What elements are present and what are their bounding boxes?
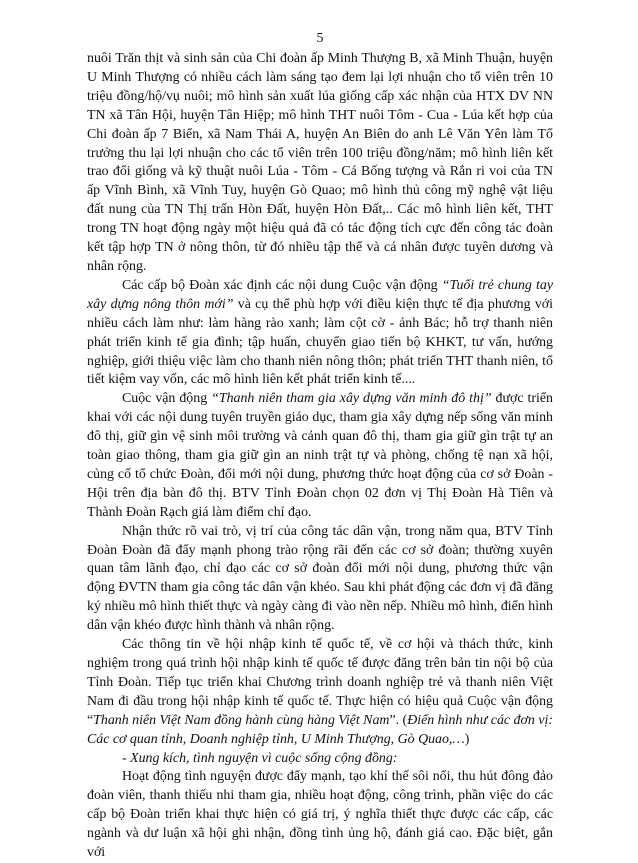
text-run: được triển khai với các nội dung tuyên truyền giáo dục, tham gia xây dựng nếp sống văn minh đô thị, giữ gìn vệ sinh môi trường và cảnh quan đô thị, tham gia giữ gìn trật tự an toàn giao thông, tham gia giữ gìn an ninh trật tự và phòng, chống tệ nạn xã hội, củng cố tổ chức Đoàn, đổi mới nội dung, phương thức hoạt động của cơ sở Đoàn - Hội trên địa bàn đô thị. BTV Tỉnh Đoàn chọn 02 đơn vị Thị Đoàn Hà Tiên và Thành Đoàn Rạch giá làm điểm chỉ đạo. xyxy=(87,391,553,520)
text-run: Các cấp bộ Đoàn xác định các nội dung Cuộc vận động xyxy=(122,277,442,293)
page-number: 5 xyxy=(316,31,324,46)
campaign-title: “Thanh niên tham gia xây dựng văn minh đô thị” xyxy=(211,391,492,407)
paragraph-mass-mobilization: Nhận thức rõ vai trò, vị trí của công tác dân vận, trong năm qua, BTV Tỉnh Đoàn Đoàn đã đẩy mạnh phong trào rộng rãi đến các cơ sở đoàn; thường xuyên quan tâm lãnh đạo, chỉ đạo các cơ sở đoàn đổi mới nội dung, phương thức vận động ĐVTN tham gia công tác dân vận khéo. Sau khi phát động các đơn vị đã đăng ký nhiều mô hình thiết thực và ngày càng đi vào nền nếp. Nhiều mô hình, điển hình dân vận khéo được hình thành và nhân rộng. xyxy=(87,523,553,634)
text-run: ”. ( xyxy=(389,712,408,728)
text-run: và cụ thể phù hợp với điều kiện thực tế địa phương với nhiều cách làm như: làm hàng rào xanh; làm cột cờ - ảnh Bác; hỗ trợ thanh niên phát triển kinh tế gia đình; tập huấn, chuyển giao tiến bộ KHKT, tư vấn, hướng nghiệp, giới thiệu việc làm cho thanh niên nông thôn; phát triển THT thanh niên, tổ tiết kiệm vay vốn, các mô hình liên kết phát triển kinh tế.... xyxy=(87,296,553,388)
paragraph-new-rural-campaign xyxy=(87,277,553,390)
paragraph-models: nuôi Trăn thịt và sinh sản của Chi đoàn ấp Minh Thượng B, xã Minh Thuận, huyện U Minh Thượng có nhiều cách làm sáng tạo đem lại lợi nhuận cho tổ viên trên 10 triệu đồng/hộ/vụ nuôi; mô hình sản xuất lúa giống cấp xác nhận của HTX DV NN TN xã Tân Hội, huyện Tân Hiệp; mô hình THT nuôi Tôm - Cua - Lúa kết hợp của Chi đoàn ấp 7 Biển, xã Nam Thái A, huyện An Biên do anh Lê Văn Yên làm Tổ trưởng thu lại lợi nhuận cho các tổ viên trên 100 triệu đồng/năm; mô hình liên kết trao đổi giống và kỹ thuật nuôi Lúa - Tôm - Cá Bống tượng và Rắn ri voi của TN ấp Vĩnh Bình, xã Vĩnh Tuy, huyện Gò Quao; mô hình thủ công mỹ nghệ vật liệu đất nung của TN Thị trấn Hòn Đất, huyện Hòn Đất,.. Các mô hình liên kết, THT trong TN hoạt động ngày một hiệu quả đã có tác động tích cực đến công tác đoàn kết tập hợp TN ở nông thôn, từ đó nhiều tập thể và cá nhân được tuyên dương và nhân rộng. xyxy=(87,51,553,274)
example-units: Điển hình như các đơn vị: Các cơ quan tỉnh, Doanh nghiệp tỉnh, U Minh Thượng, Gò Quao,… xyxy=(87,712,553,747)
paragraph-economic-integration xyxy=(87,636,553,749)
paragraph-volunteer-activities: Hoạt động tình nguyện được đẩy mạnh, tạo khí thế sôi nổi, thu hút đông đảo đoàn viên, thanh thiếu nhi tham gia, nhiều hoạt động, công trình, phần việc do các cấp bộ Đoàn triển khai thực hiện có giá trị, ý nghĩa thiết thực được các cấp, các ngành và dư luận xã hội ghi nhận, đồng tình ủng hộ, đánh giá cao. Đặc biệt, gắn với xyxy=(87,769,553,861)
text-run: Các thông tin về hội nhập kinh tế quốc tế, về cơ hội và thách thức, kinh nghiệm trong quá trình hội nhập kinh tế quốc tế được đăng trên bản tin nội bộ của Tỉnh Đoàn. Tiếp tục triển khai Chương trình doanh nghiệp trẻ và thanh niên Việt Nam đi đầu trong hội nhập kinh tế quốc tế. Thực hiện có hiệu quả Cuộc vận động “ xyxy=(87,637,553,728)
document-page xyxy=(87,30,553,863)
campaign-title: “Tuổi trẻ chung tay xây dựng nông thôn mới” xyxy=(87,277,553,312)
text-run: Cuộc vận động xyxy=(122,391,212,407)
text-run: ) xyxy=(464,731,470,747)
section-heading-text: - Xung kích, tình nguyện vì cuộc sống cộng đồng: xyxy=(122,750,398,766)
section-heading-volunteer xyxy=(87,750,553,769)
paragraph-urban-civilization xyxy=(87,390,553,522)
campaign-title: Thanh niên Việt Nam đồng hành cùng hàng Việt Nam xyxy=(93,712,390,728)
